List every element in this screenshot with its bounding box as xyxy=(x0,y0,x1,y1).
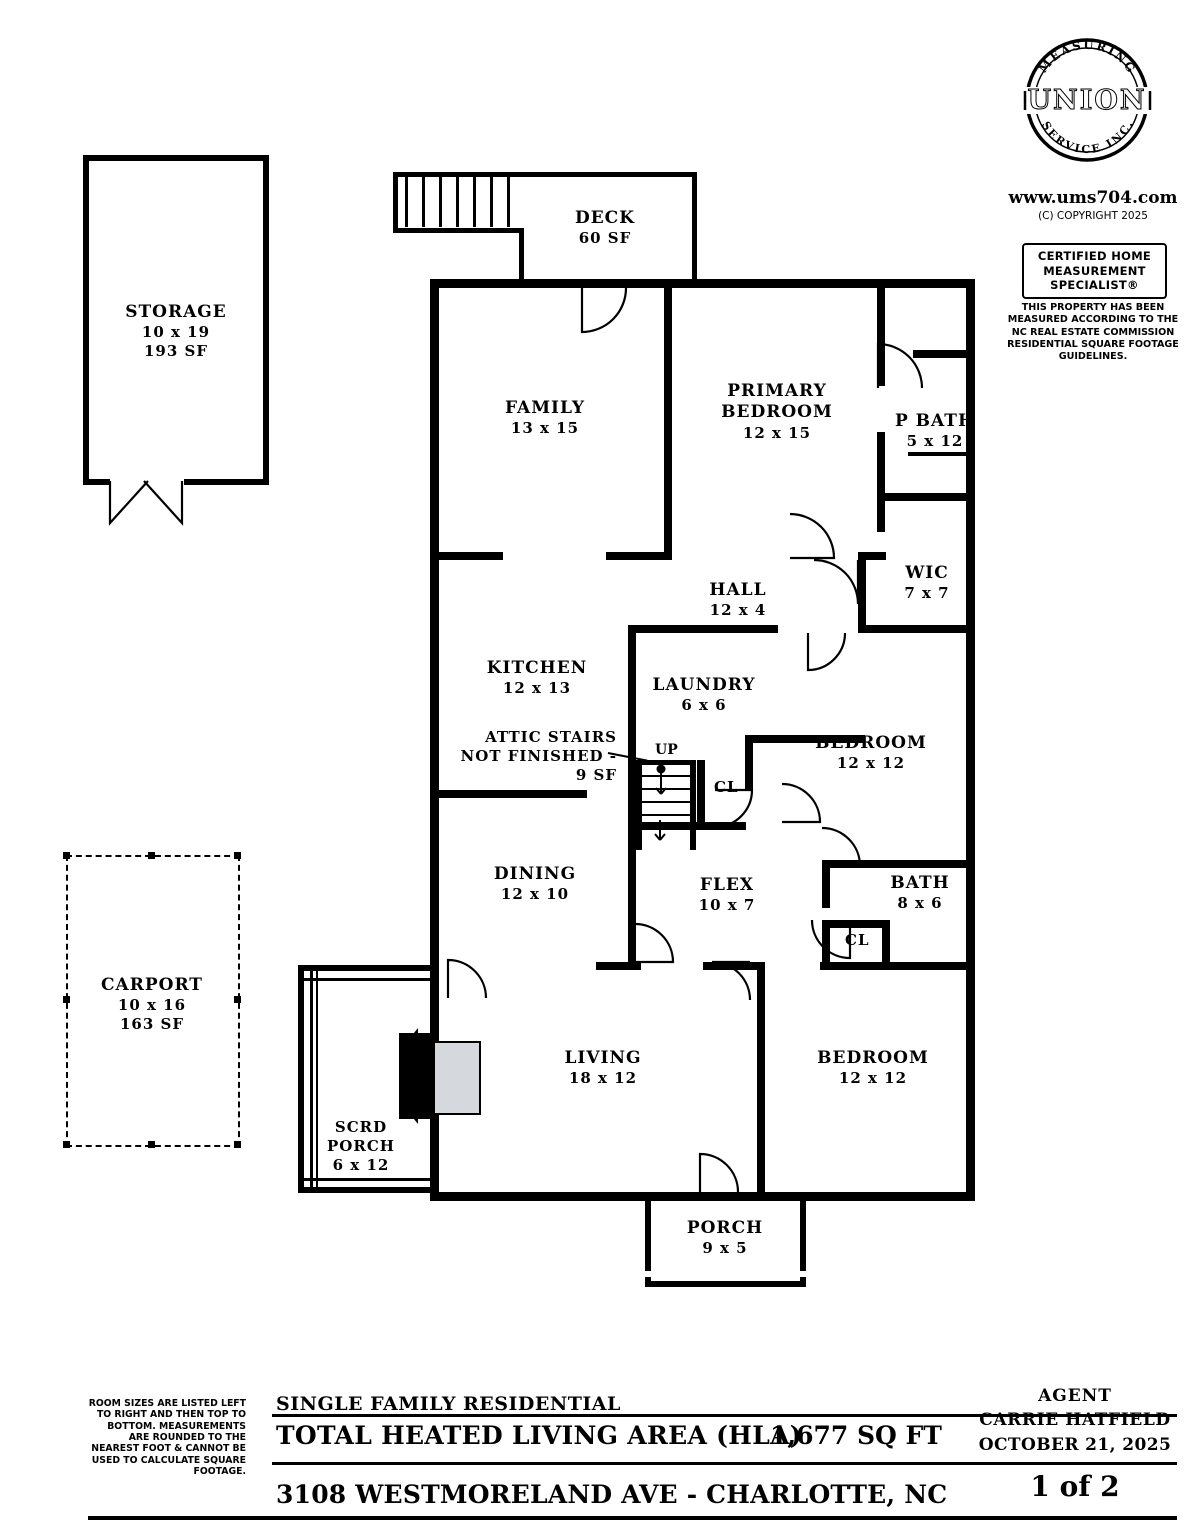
room-label-deck: DECK 60 SF xyxy=(574,208,635,248)
room-label-dining: DINING 12 x 10 xyxy=(493,864,577,904)
agent-label: AGENT xyxy=(1038,1386,1112,1406)
company-logo xyxy=(1005,35,1170,165)
room-label-bedroom-upper: BEDROOM 12 x 12 xyxy=(815,733,927,773)
room-label-kitchen: KITCHEN 12 x 13 xyxy=(486,658,588,698)
room-label-laundry: LAUNDRY 6 x 6 xyxy=(652,675,756,715)
svg-text:MEASURING: MEASURING xyxy=(1035,37,1140,77)
report-date: OCTOBER 21, 2025 xyxy=(978,1435,1172,1455)
hla-value: 1,677 SQ FT xyxy=(770,1421,942,1450)
footer-divider-mid xyxy=(272,1462,1177,1465)
closet-label-lower: CL xyxy=(845,931,870,949)
page-number: 1 of 2 xyxy=(1030,1470,1120,1503)
property-type: SINGLE FAMILY RESIDENTIAL xyxy=(276,1393,621,1415)
room-label-primary-bedroom: PRIMARY BEDROOM 12 x 15 xyxy=(721,381,833,442)
svg-text:UNION: UNION xyxy=(1027,85,1147,116)
room-label-family: FAMILY 13 x 15 xyxy=(504,398,586,438)
property-address: 3108 WESTMORELAND AVE - CHARLOTTE, NC xyxy=(276,1480,948,1509)
room-label-living: LIVING 18 x 12 xyxy=(564,1048,642,1088)
footer-divider-bottom xyxy=(88,1516,1177,1520)
copyright-text: (C) COPYRIGHT 2025 xyxy=(1038,210,1148,222)
stairs-up-label: UP xyxy=(655,742,678,758)
room-label-scrd-porch: SCRD PORCH 6 x 12 xyxy=(327,1118,395,1174)
measurement-guidelines: THIS PROPERTY HAS BEEN MEASURED ACCORDING TO THE NC REAL ESTATE COMMISSION RESIDENTIAL SQUARE FOOTAGE GUIDELINES. xyxy=(1007,302,1179,363)
attic-annotation: ATTIC STAIRS NOT FINISHED - 9 SF xyxy=(460,728,617,784)
closet-label-upper: CL xyxy=(714,778,739,796)
room-label-bath: BATH 8 x 6 xyxy=(890,873,950,913)
room-label-carport: CARPORT 10 x 16 163 SF xyxy=(101,975,203,1033)
svg-text:SERVICE INC.: SERVICE INC. xyxy=(1038,117,1137,156)
room-label-wic: WIC 7 x 7 xyxy=(904,563,950,603)
measurement-disclaimer: ROOM SIZES ARE LISTED LEFT TO RIGHT AND THEN TOP TO BOTTOM. MEASUREMENTS ARE ROUNDED TO THE NEAREST FOOT & CANNOT BE USED TO CALCULATE SQUARE FOOTAGE. xyxy=(88,1398,246,1477)
agent-name: CARRIE HATFIELD xyxy=(979,1410,1171,1430)
room-label-bedroom-lower: BEDROOM 12 x 12 xyxy=(817,1048,929,1088)
company-website: www.ums704.com xyxy=(1008,188,1178,208)
room-label-p-bath: P BATH 5 x 12 xyxy=(894,411,976,451)
certification-badge: CERTIFIED HOME MEASUREMENT SPECIALIST® xyxy=(1022,243,1167,299)
room-label-hall: HALL 12 x 4 xyxy=(709,580,767,620)
room-label-porch: PORCH 9 x 5 xyxy=(686,1218,764,1258)
room-label-flex: FLEX 10 x 7 xyxy=(698,875,756,915)
room-label-storage: STORAGE 10 x 19 193 SF xyxy=(125,302,227,360)
hla-label: TOTAL HEATED LIVING AREA (HLA) xyxy=(276,1421,802,1450)
